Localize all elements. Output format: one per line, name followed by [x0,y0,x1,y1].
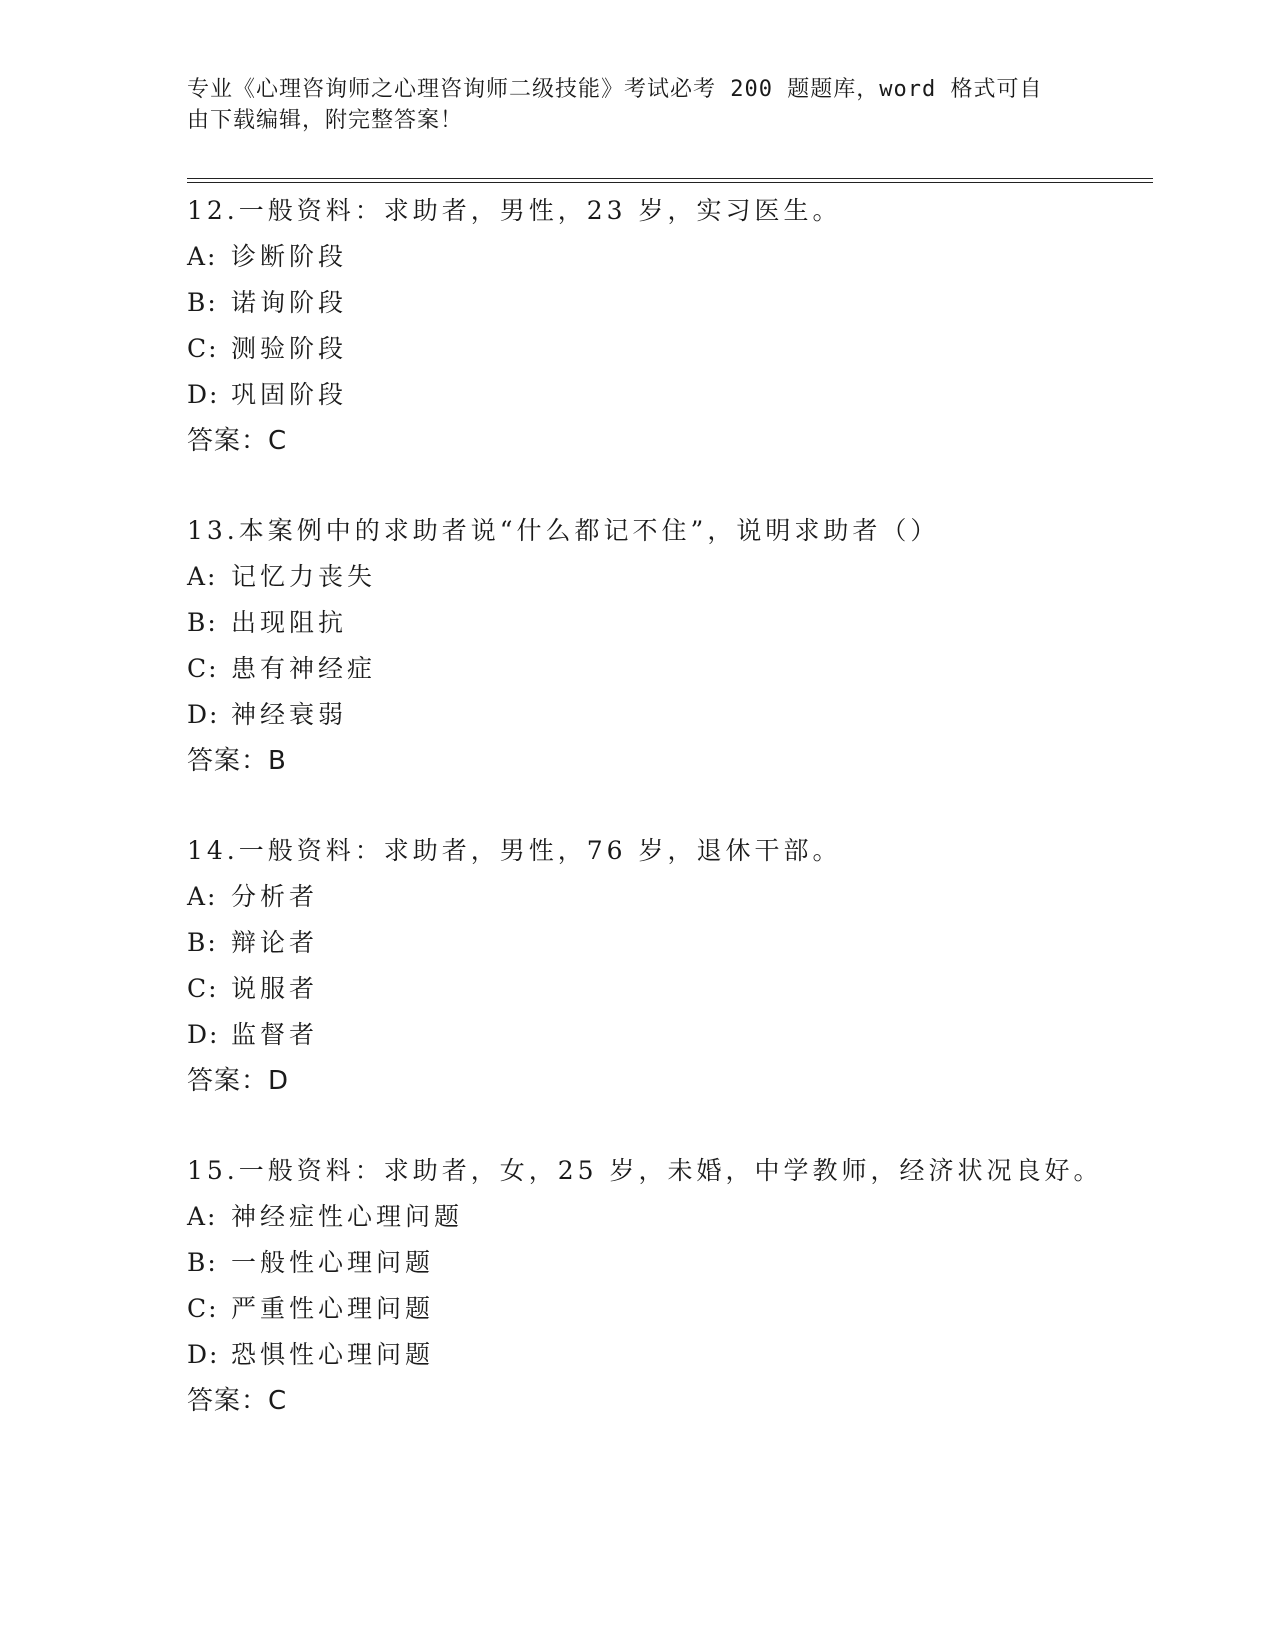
option-letter: B: [187,1248,218,1277]
question-title: 12.一般资料：求助者，男性，23 岁，实习医生。 [187,196,842,225]
option-d [187,1012,1187,1058]
header-divider-bottom [187,182,1153,183]
header-line-2: 由下载编辑，附完整答案！ [187,108,464,133]
option-d [187,372,1187,418]
option-b [187,600,1187,646]
option-letter: B: [187,288,218,317]
option-text: 记忆力丧失 [231,562,377,591]
option-text: 测验阶段 [231,334,348,363]
option-a [187,874,1187,920]
option-letter: D: [187,1340,220,1369]
option-text: 一般性心理问题 [231,1248,435,1277]
option-text: 出现阻抗 [231,608,348,637]
option-letter: B: [187,608,218,637]
question-13 [187,508,1187,784]
option-letter: D: [187,700,220,729]
option-text: 患有神经症 [231,654,377,683]
option-text: 恐惧性心理问题 [231,1340,435,1369]
answer-line: 答案：D [187,1066,290,1096]
question-15 [187,1148,1187,1424]
option-a [187,554,1187,600]
option-text: 监督者 [231,1020,319,1049]
option-text: 神经症性心理问题 [231,1202,464,1231]
option-c [187,1286,1187,1332]
option-letter: C: [187,974,219,1003]
question-14 [187,828,1187,1104]
option-text: 神经衰弱 [231,700,348,729]
option-a [187,1194,1187,1240]
option-text: 诺询阶段 [231,288,348,317]
option-b [187,1240,1187,1286]
option-letter: A: [187,882,218,911]
question-12 [187,188,1187,464]
option-b [187,920,1187,966]
option-letter: C: [187,1294,219,1323]
header-line-1: 专业《心理咨询师之心理咨询师二级技能》考试必考 200 题题库，word 格式可自 [187,77,1043,102]
option-d [187,692,1187,738]
option-letter: D: [187,1020,220,1049]
document-header [187,74,1067,136]
option-letter: C: [187,334,219,363]
question-title: 15.一般资料：求助者，女，25 岁，未婚，中学教师，经济状况良好。 [187,1156,1103,1185]
option-letter: D: [187,380,220,409]
option-letter: A: [187,242,218,271]
option-letter: C: [187,654,219,683]
option-text: 严重性心理问题 [231,1294,435,1323]
question-title: 13.本案例中的求助者说“什么都记不住”，说明求助者（） [187,516,940,545]
option-text: 诊断阶段 [231,242,348,271]
answer-line: 答案：C [187,426,288,456]
option-d [187,1332,1187,1378]
option-letter: A: [187,562,218,591]
option-text: 说服者 [231,974,319,1003]
option-c [187,646,1187,692]
option-letter: B: [187,928,218,957]
question-title: 14.一般资料：求助者，男性，76 岁，退休干部。 [187,836,842,865]
option-b [187,280,1187,326]
option-text: 分析者 [231,882,319,911]
answer-line: 答案：C [187,1386,288,1416]
option-letter: A: [187,1202,218,1231]
option-text: 辩论者 [231,928,319,957]
option-text: 巩固阶段 [231,380,348,409]
option-c [187,326,1187,372]
answer-line: 答案：B [187,746,287,776]
option-a [187,234,1187,280]
option-c [187,966,1187,1012]
header-divider-top [187,178,1153,179]
